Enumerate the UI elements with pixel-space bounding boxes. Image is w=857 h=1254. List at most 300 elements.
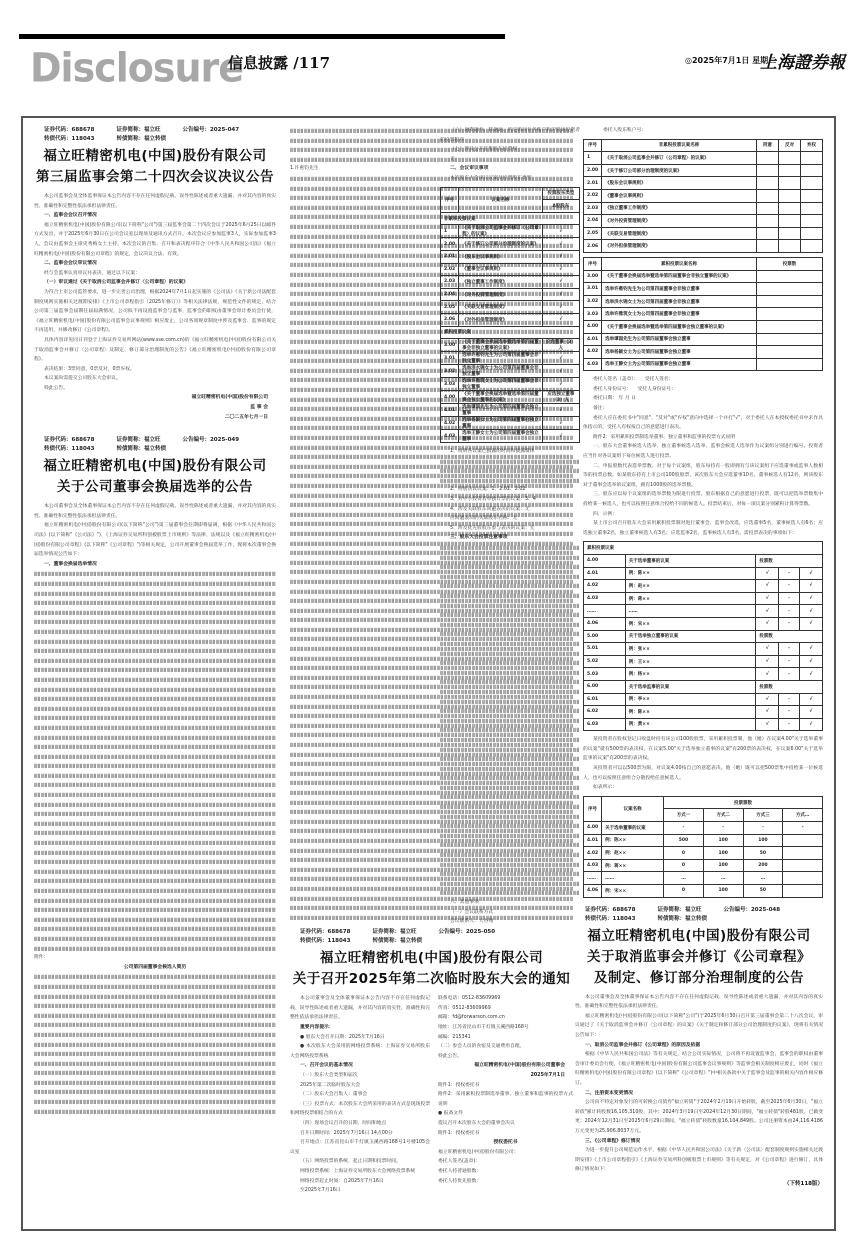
cell-no: 2.01 bbox=[584, 177, 602, 190]
cell-mark: √ bbox=[756, 655, 779, 668]
section-heading: 一、董事会换届选举情况 bbox=[44, 561, 97, 567]
cell-name: 《关于董事会换届选举暨选举第四届董事会非独立董事的议案》 bbox=[602, 270, 757, 283]
cell-mark: - bbox=[779, 580, 799, 593]
column-3 bbox=[575, 126, 823, 1187]
issue-date: ◎2025年7月1日 星期二 bbox=[685, 56, 777, 65]
title-line: 福立旺精密机电(中国)股份有限公司 bbox=[43, 148, 267, 164]
th-method: 方式… bbox=[783, 809, 823, 822]
notice-title bbox=[575, 926, 823, 989]
cell-votes bbox=[783, 834, 823, 847]
cell-name: 《对外担保管理制度》 bbox=[459, 313, 543, 326]
body-text: （二）参会人员的食宿及交通费用自理。 bbox=[438, 1044, 525, 1050]
cell-mark: - bbox=[779, 605, 799, 618]
bond-short: 转债简称：福立转债 bbox=[116, 446, 166, 453]
body-text: 网络投票系统：上海证券交易所股东大会网络投票系统 bbox=[300, 1168, 416, 1174]
bond-short: 转债简称：福立转债 bbox=[372, 938, 422, 945]
table-subhead: 累积投票议案 bbox=[441, 326, 580, 339]
cell-votes: 投票数 bbox=[756, 680, 823, 693]
proxy-id-row bbox=[583, 385, 823, 395]
cell-votes bbox=[783, 847, 823, 860]
body-text: 四、示例： bbox=[593, 511, 617, 517]
stock-short: 证券简称：福立旺 bbox=[372, 929, 417, 936]
attachment-1: 附件1：授权委托书 bbox=[438, 1082, 480, 1088]
cell-name: 《关联交易管理制度》 bbox=[602, 227, 757, 240]
cell-name: 例：赵×× bbox=[602, 847, 664, 860]
bond-meta bbox=[44, 135, 276, 144]
body-text: （一）股东大会类型和届次 bbox=[300, 1073, 358, 1079]
body-text: 至2025年7月16日 bbox=[300, 1188, 341, 1194]
signature-company: 福立旺精密机电(中国)股份有限公司 bbox=[191, 395, 268, 401]
proxy-field: 委托人签名(盖章)： bbox=[438, 1159, 481, 1165]
notice-meta bbox=[44, 436, 276, 445]
cell-mark: √ bbox=[799, 706, 822, 719]
stock-code: 证券代码：688678 bbox=[585, 906, 636, 913]
cell-votes: 500 bbox=[664, 834, 704, 847]
bond-meta bbox=[44, 445, 276, 454]
cell-mark: - bbox=[779, 693, 799, 706]
stock-short: 证券简称：福立旺 bbox=[116, 127, 161, 133]
body-text: 2025年第二次临时股东大会 bbox=[300, 1082, 361, 1088]
cell-abstain bbox=[801, 215, 823, 228]
cell-votes: 100 bbox=[703, 859, 743, 872]
title-line: 第三届监事会第二十四次会议决议公告 bbox=[36, 169, 274, 185]
cell-name: 例：陈×× bbox=[625, 567, 755, 580]
section-heading: 六、其他事项 bbox=[450, 900, 479, 905]
cell-for bbox=[757, 152, 779, 165]
cell-no: 3.03 bbox=[441, 378, 459, 391]
body-text: 公司向不特定对象发行的可转换公司债券"福立转债"于2024年2月19日开始转股，截至2025年6月30日，"福立转债"累计转股数16,105,310股，其中：2024年3月19日至2024年12月30日期间，"福立转债"转股481股，已做变更；2024年12月31日至2025年6月29日期间，"福立转债"转股数量16,104,849股。公司注册资本由24,116.4186万元变更为25,906.8037万元。 bbox=[575, 1100, 823, 1134]
title-line: 关于取消监事会并修订《公司章程》 bbox=[587, 948, 811, 965]
body-text: 为进一步提升公司规范运作水平，根据《中华人民共和国公司法》《关于新〈公司法〉配套制度规则实施相关过渡期安排》《上市公司章程指引》《上海证券交易所科创板股票上市规则》等有关规定，对《公司章程》进行修订，具体修订情况如下： bbox=[575, 1148, 823, 1173]
section-heading: 二、监事会会议审议情况 bbox=[44, 261, 97, 267]
table-row bbox=[441, 276, 580, 289]
cell-vote: √ bbox=[542, 276, 579, 289]
section-heading: 一、召开会议的基本情况 bbox=[300, 1063, 353, 1069]
notice-board-election bbox=[34, 436, 276, 1116]
th-abstain: 弃权 bbox=[801, 139, 823, 152]
table-row bbox=[584, 177, 823, 190]
th-against: 反对 bbox=[779, 139, 801, 152]
body-text: 具体内容详见同日刊登于上海证券交易所网站(www.sse.com.cn)的《福立旺精密机电(中国)股份有限公司关于取消监事会并修订〈公司章程〉及制定、修订部分治理制度的公告》《福立旺精密机电(中国)股份有限公司章程》。 bbox=[34, 337, 276, 363]
key-system: ● 本次股东大会采用的网络投票系统：上海证券交易所股东大会网络投票系统 bbox=[290, 1044, 430, 1059]
notice-number: 公告编号：2025-049 bbox=[182, 437, 240, 444]
notice-number: 公告编号：2025-050 bbox=[438, 929, 496, 936]
table-row bbox=[584, 358, 823, 371]
cell-no: 4.03 bbox=[441, 430, 459, 443]
cell-name: 例：蒋×× bbox=[602, 859, 664, 872]
cell-no: 4.02 bbox=[584, 346, 602, 359]
stock-code: 证券代码：688678 bbox=[44, 437, 95, 444]
cell-no: 2.03 bbox=[584, 202, 602, 215]
cell-name: 例：宋×× bbox=[625, 617, 755, 630]
cell-mark: - bbox=[779, 655, 799, 668]
notice-number: 公告编号：2025-048 bbox=[723, 906, 781, 913]
cell-mark: - bbox=[779, 567, 799, 580]
table-row bbox=[584, 834, 823, 847]
th-name: 议案名称 bbox=[602, 796, 664, 821]
cell-mark: √ bbox=[756, 567, 779, 580]
key-notes: 重要内容提示： bbox=[300, 1025, 334, 1031]
attachment-2: 附件2：采用累积投票制选举董事、独立董事和监事的投票方式说明 bbox=[438, 1092, 573, 1107]
cell-mark: √ bbox=[799, 668, 822, 681]
body-text: （三）投票方式：本次股东大会所采用的表决方式是现场投票和网络投票相结合的方式 bbox=[290, 1101, 430, 1117]
cell-no: 4.01 bbox=[584, 834, 602, 847]
cell-no: 2.03 bbox=[441, 276, 459, 289]
cell-against bbox=[779, 177, 801, 190]
cell-votes: 100 bbox=[703, 885, 743, 898]
cell-name: 《关于董事会换届选举暨选举第四届董事会非独立董事的议案》 bbox=[459, 339, 543, 352]
cell-name: 选举王静女士为公司第四届董事会独立董事 bbox=[459, 430, 543, 443]
cell-vote: 应选独立董事（3）人 bbox=[542, 391, 579, 404]
cell-no: 2.06 bbox=[441, 313, 459, 326]
section-heading: 一、取消公司监事会并修订《公司章程》的原因及依据 bbox=[585, 1042, 701, 1048]
th-name: 非累积投票议案名称 bbox=[602, 139, 757, 152]
cell-name: 《对外投资管理制度》 bbox=[459, 288, 543, 301]
cell-mark: √ bbox=[756, 605, 779, 618]
filed-docs: ● 报备文件 bbox=[438, 1111, 463, 1117]
cell-against bbox=[779, 240, 801, 253]
cell-abstain bbox=[801, 177, 823, 190]
table-row bbox=[584, 202, 823, 215]
result-table bbox=[583, 796, 823, 898]
body-text: 一、股东大会董事候选人选举、独立董事候选人选举、监事会候选人选举作为议案组分别进行编号。投资者应当针对各议案组下每位候选人进行投票。 bbox=[583, 444, 823, 460]
filed-docs-item: 提议召开本次股东大会的董事会决议 bbox=[438, 1121, 515, 1126]
resume-filler bbox=[34, 972, 276, 1116]
sig-field: 委托人身份证号： bbox=[593, 386, 632, 392]
cell-mark: √ bbox=[799, 567, 822, 580]
body-text: 5、涉及优先股股东参与表决的议案：无 bbox=[450, 525, 535, 531]
body-text: 本次股东大会审议议案及投票股东类型 bbox=[450, 175, 532, 181]
signature-date: 2025年7月1日 bbox=[530, 1073, 565, 1079]
contact-phone: 联系电话：0512-83609969 bbox=[438, 996, 501, 1002]
body-text: 如表所示： bbox=[593, 785, 617, 791]
cell-against bbox=[779, 202, 801, 215]
cell-name: 《关于董事会换届选举暨选举第四届董事会独立董事的议案》 bbox=[459, 391, 543, 404]
cell-no: 4.06 bbox=[584, 617, 626, 630]
th-votes: 投票票数 bbox=[664, 796, 823, 809]
proxy-field: 委托人持普通股数： bbox=[438, 1168, 482, 1174]
body-text: 4、涉及关联股东回避表决的议案：无 bbox=[450, 506, 530, 512]
cell-name: 例：李×× bbox=[625, 693, 755, 706]
meeting-place: 召开地点：江苏省昆山市千灯镇玉溪西路168号1号楼105会议室 bbox=[290, 1140, 430, 1155]
cell-name: 选举杨颖女士为公司第四届董事会独立董事 bbox=[602, 346, 757, 359]
cell-vote: √ bbox=[542, 417, 579, 430]
cell-votes bbox=[757, 346, 823, 359]
table-row bbox=[584, 655, 823, 668]
cell-vote: √ bbox=[542, 288, 579, 301]
table-row bbox=[584, 693, 823, 706]
cell-name: 《对外投资管理制度》 bbox=[602, 215, 757, 228]
cell-no: 6.00 bbox=[584, 680, 626, 693]
proxy-field: 委托人持优先股数： bbox=[438, 1178, 482, 1184]
table-row bbox=[584, 668, 823, 681]
cell-no: 6.03 bbox=[584, 718, 626, 731]
attachment-2-title: 附件2：采用累积投票制选举董事、独立董事和监事的投票方式说明 bbox=[593, 434, 736, 440]
cell-no: 3.00 bbox=[441, 339, 459, 352]
table-subhead: 非累积投票议案 bbox=[441, 212, 580, 225]
table-row bbox=[584, 270, 823, 283]
th-no: 序号 bbox=[584, 139, 602, 152]
cell-votes: 200 bbox=[743, 859, 783, 872]
table-row bbox=[441, 339, 580, 352]
body-text: 某上市公司召开股东大会采用累积投票制对进行董事会、监事会改选，应选董事5名，董事候选人有6名；应选独立董事2名，独立董事候选人有3名；应选监事2名，监事候选人有3名。需投票表决的事项如下： bbox=[583, 521, 823, 536]
cell-no: 3.03 bbox=[584, 308, 602, 321]
cell-no: 2.05 bbox=[584, 227, 602, 240]
cell-mark: √ bbox=[799, 617, 822, 630]
cell-votes: … bbox=[703, 872, 743, 885]
cell-votes: - bbox=[783, 822, 823, 835]
cell-name: …… bbox=[625, 605, 755, 618]
cell-no: 3.01 bbox=[584, 283, 602, 296]
cell-no: 2.06 bbox=[584, 240, 602, 253]
contact-email: 邮箱：fd@forwarson.com.cn bbox=[438, 1015, 505, 1021]
cell-name: 《关联交易管理制度》 bbox=[459, 301, 543, 314]
notice-meta bbox=[585, 906, 823, 915]
cell-no: 4.02 bbox=[441, 417, 459, 430]
cell-vote: √ bbox=[542, 301, 579, 314]
cell-mark: √ bbox=[756, 693, 779, 706]
cell-abstain bbox=[801, 189, 823, 202]
cell-name: 《关于取消公司监事会并修订〈公司章程〉的议案》 bbox=[602, 152, 757, 165]
th-for: 同意 bbox=[757, 139, 779, 152]
masthead-title: Disclosure bbox=[30, 44, 244, 92]
cell-vote: √ bbox=[542, 378, 579, 391]
cell-vote: √ bbox=[542, 238, 579, 251]
cell-name: 选举谭国先生为公司第四届董事会独立董事 bbox=[602, 333, 757, 346]
cell-no: 4.02 bbox=[584, 847, 602, 860]
body-text: 二、申报股数代表选举票数。对于每个议案组，股东每持有一股即拥有与该议案组下应选董事或监事人数相等的投票总数。如某股东持有上市公司100股股票，该次股东大会应选董事10名，董事候选人有12名，则该股东对于董事会选举的议案组，拥有1000股的选举票数。 bbox=[583, 463, 823, 488]
cell-name: 选举许惠钧先生为公司第四届董事会非独立董事 bbox=[459, 352, 543, 365]
cell-no: 3.02 bbox=[584, 295, 602, 308]
cell-mark: - bbox=[779, 643, 799, 656]
cell-name: 例：宋×× bbox=[602, 885, 664, 898]
table-row bbox=[584, 320, 823, 333]
bond-short: 转债简称：福立转债 bbox=[116, 136, 166, 142]
cell-no: 4.00 bbox=[584, 320, 602, 333]
cell-votes bbox=[757, 320, 823, 333]
group-row bbox=[584, 680, 823, 693]
cell-votes bbox=[757, 308, 823, 321]
cell-against bbox=[779, 189, 801, 202]
cell-for bbox=[757, 189, 779, 202]
body-text: 某投资者在股权登记日收盘时持有该公司100股股票，采用累积投票制，他（她）在议案4.00"关于选举董事的议案"就有500票的表决权，在议案5.00"关于选举独立董事的议案"有200票的表决权，在议案6.00"关于选举监事的议案"有200票的表决权。 bbox=[583, 737, 823, 762]
note-text: 委托人应在委托书中"同意"、"反对"或"弃权"意向中选择一个并打"√"，对于委托人在本授权委托书中未作具体指示的，受托人有权按自己的意愿进行表决。 bbox=[583, 415, 823, 431]
bond-code: 转债代码：118043 bbox=[585, 915, 636, 922]
body-text: 2、特别决议议案：1、2.01、2.02 bbox=[450, 487, 526, 493]
table-row bbox=[584, 346, 823, 359]
table-row bbox=[584, 706, 823, 719]
th-method: 方式一 bbox=[664, 809, 704, 822]
th-no: 序号 bbox=[584, 257, 602, 270]
body-text: 该投资者可以以500票为限，对议案4.00按自己的意愿表决。他（她）既可以把500票集中投给某一位候选人，也可以按照任意组合分散投给任意候选人。 bbox=[583, 766, 823, 781]
notice-supervisory-board-resolution bbox=[34, 126, 276, 422]
section-heading: 三、股东大会投票注意事项 bbox=[450, 535, 508, 541]
notice-title bbox=[34, 456, 276, 498]
cell-vote: √ bbox=[542, 352, 579, 365]
cell-name: 选举王静女士为公司第四届董事会独立董事 bbox=[602, 358, 757, 371]
cell-against bbox=[779, 152, 801, 165]
cell-no: 3.01 bbox=[441, 352, 459, 365]
cell-abstain bbox=[801, 152, 823, 165]
table-row bbox=[441, 417, 580, 430]
cell-name: 关于选举董事的议案 bbox=[602, 822, 664, 835]
table-row bbox=[584, 227, 823, 240]
cell-mark: √ bbox=[799, 592, 822, 605]
cell-name: 《股东会议事规则》 bbox=[459, 250, 543, 263]
closing-text: 特此公告。 bbox=[44, 385, 68, 391]
table-row bbox=[584, 822, 823, 835]
contact-postcode: 邮编：215341 bbox=[438, 1034, 471, 1040]
sig-field: 受托人身份证号： bbox=[637, 386, 676, 392]
title-line: 福立旺精密机电(中国)股份有限公司 bbox=[43, 458, 267, 475]
cell-vote: 应选董事（3）人 bbox=[542, 339, 579, 352]
cell-no: 2.01 bbox=[441, 250, 459, 263]
body-text: 3、对中小投资者单独计票的议案：3、4 bbox=[450, 497, 536, 503]
section-heading: （一）审议通过《关于取消公司监事会并修订〈公司章程〉的议案》 bbox=[44, 280, 188, 286]
cell-no: 5.01 bbox=[584, 643, 626, 656]
notice-title bbox=[290, 948, 573, 990]
table-row bbox=[441, 313, 580, 326]
body-text: 1、说明各议案已披露的时间和披露媒体 bbox=[450, 449, 535, 455]
notice-egm bbox=[290, 928, 573, 1195]
proxy-vote-table bbox=[583, 139, 823, 253]
table-row bbox=[441, 430, 580, 443]
cell-name: 例：蒋×× bbox=[625, 592, 755, 605]
body-text: 三、股东应以每个议案组的选举票数为限进行投票。股东根据自己的意愿进行投票，既可以把选举票数集中投给某一候选人，也可以按照任意组合投给不同的候选人。投票结束后，对每一项议案分别累积计算得票数。 bbox=[583, 492, 823, 507]
cell-name: 例：陈×× bbox=[625, 706, 755, 719]
cell-name: 选举洪水锦女士为公司第四届董事会非独立董事 bbox=[459, 365, 543, 378]
bond-code: 转债代码：118043 bbox=[44, 446, 95, 453]
cell-abstain bbox=[801, 202, 823, 215]
stock-short: 证券简称：福立旺 bbox=[116, 437, 161, 444]
cell-no: …… bbox=[584, 605, 626, 618]
cell-mark: √ bbox=[799, 655, 822, 668]
table-row bbox=[584, 872, 823, 885]
table-row bbox=[584, 643, 823, 656]
th-no: 序号 bbox=[584, 796, 602, 821]
cell-abstain bbox=[801, 240, 823, 253]
table-row bbox=[441, 378, 580, 391]
stock-short: 证券简称：福立旺 bbox=[657, 906, 702, 913]
sig-field: 委托人签名（盖章）： bbox=[593, 377, 639, 383]
cell-no: 5.03 bbox=[584, 668, 626, 681]
proxy-addressee: 福立旺精密机电(中国)股份有限公司： bbox=[438, 1149, 519, 1155]
cell-votes: 0 bbox=[664, 885, 704, 898]
proxy-date: 委托日期： 年 月 日 bbox=[593, 396, 636, 402]
body-text: 网络投票起止时间：自2025年7月16日 bbox=[300, 1178, 384, 1184]
body-text: （四）现场会议召开的日期、时间和地点 bbox=[300, 1121, 387, 1126]
body-text: （一）会议联系方式 bbox=[450, 909, 494, 915]
cell-against bbox=[779, 215, 801, 228]
th-votes: 投票数 bbox=[757, 257, 823, 270]
cell-votes: 投票数 bbox=[756, 630, 823, 643]
proxy-cumulative-table bbox=[583, 257, 823, 371]
cell-name: 《关于取消公司监事会并修订〈公司章程〉的议案》 bbox=[459, 225, 543, 238]
sig-field: 受托人签名： bbox=[644, 377, 674, 383]
cell-no: 2.00 bbox=[584, 164, 602, 177]
table-row bbox=[584, 283, 823, 296]
cell-mark: - bbox=[779, 592, 799, 605]
agenda-table bbox=[440, 187, 580, 444]
cell-mark: - bbox=[779, 617, 799, 630]
cell-no: 3.00 bbox=[584, 270, 602, 283]
section-heading: 一、监事会会议召开情况 bbox=[44, 213, 97, 219]
annex-label: 附件： bbox=[34, 955, 49, 961]
th-method: 方式三 bbox=[743, 809, 783, 822]
cell-no: 2.02 bbox=[441, 263, 459, 276]
closing-text: 特此公告。 bbox=[438, 1053, 462, 1059]
cell-votes: 50 bbox=[743, 885, 783, 898]
table-row bbox=[441, 365, 580, 378]
table-row bbox=[584, 308, 823, 321]
cell-name: 例：杨×× bbox=[625, 668, 755, 681]
cell-name: 《关于修订公司部分治理制度的议案》 bbox=[602, 164, 757, 177]
cell-votes bbox=[757, 358, 823, 371]
cell-no: 4.03 bbox=[584, 592, 626, 605]
title-line: 关于公司董事会换届选举的公告 bbox=[57, 479, 253, 496]
cell-name: 关于选举独立董事的议案 bbox=[625, 630, 755, 643]
cell-no: 2.05 bbox=[441, 301, 459, 314]
cell-for bbox=[757, 202, 779, 215]
cell-name: 选举许惠钧先生为公司第四届董事会非独立董事 bbox=[602, 283, 757, 296]
table-row bbox=[441, 263, 580, 276]
table-row bbox=[584, 592, 823, 605]
cell-votes bbox=[783, 859, 823, 872]
page-header bbox=[0, 44, 857, 92]
body-text: （六）融资融券、转融通、约定购回业务账户和沪股通投资者的投票程序 bbox=[440, 128, 580, 143]
cell-no: 4.06 bbox=[584, 885, 602, 898]
cell-name: 关于选举监事的议案 bbox=[625, 680, 755, 693]
attachment-1-label: 附件1：授权委托书 bbox=[438, 1130, 480, 1136]
cell-name: 例：张×× bbox=[625, 643, 755, 656]
table-row bbox=[584, 847, 823, 860]
cell-name: 例：赵×× bbox=[625, 580, 755, 593]
table-row bbox=[441, 238, 580, 251]
body-text: 福立旺精密机电(中国)股份有限公司(以下简称"公司")第三届监事会第二十四次会议于2025年6月25日以邮件方式发出，并于2025年6月30日在公司会议室以现场及通讯方式召开。本次会议应参加监事3人，实际参加监事3人，会议由监事会主席史秀梅女士主持。本次会议的召集、召开和表决程序符合《中华人民共和国公司法》《福立旺精密机电(中国)股份有限公司章程》的规定，会议决议合法、有效。 bbox=[34, 222, 276, 257]
cell-for bbox=[757, 215, 779, 228]
bond-code: 转债代码：118043 bbox=[300, 938, 351, 945]
cell-name: 关于选举董事的议案 bbox=[625, 554, 755, 567]
cell-no: 2.04 bbox=[441, 288, 459, 301]
meeting-time: 召开日期时间：2025年7月16日 14点00分 bbox=[300, 1130, 393, 1136]
vote-result: 表决结果：3票同意，0票反对，0票弃权。 bbox=[44, 366, 135, 372]
body-text: 应回避表决的关联股东名称：无 bbox=[450, 516, 518, 522]
cell-name: 《关于修订公司部分治理制度的议案》 bbox=[459, 238, 543, 251]
cell-name: 《董事会议事规则》 bbox=[459, 263, 543, 276]
proxy-title: 授权委托书 bbox=[493, 1140, 518, 1146]
cell-mark: - bbox=[779, 706, 799, 719]
cell-votes: - bbox=[743, 822, 783, 835]
cell-vote: √ bbox=[542, 225, 579, 238]
cell-name: …… bbox=[602, 872, 664, 885]
bond-meta bbox=[300, 937, 573, 946]
table-row bbox=[441, 288, 580, 301]
cell-mark: √ bbox=[756, 706, 779, 719]
notice-meta bbox=[44, 126, 276, 135]
cell-mark: √ bbox=[756, 668, 779, 681]
cell-vote: √ bbox=[542, 404, 579, 417]
section-label: 信息披露 /117 bbox=[228, 54, 331, 72]
cell-name: 例：王×× bbox=[625, 655, 755, 668]
bond-meta bbox=[585, 915, 823, 924]
table-row bbox=[584, 617, 823, 630]
stock-code: 证券代码：688678 bbox=[300, 929, 351, 936]
signature-date: 二〇二五年七月一日 bbox=[224, 414, 268, 420]
cell-mark: √ bbox=[799, 605, 822, 618]
cell-vote: √ bbox=[542, 313, 579, 326]
continued-label: （下转118版） bbox=[784, 1180, 823, 1187]
cell-name: 《独立董事工作制度》 bbox=[459, 276, 543, 289]
